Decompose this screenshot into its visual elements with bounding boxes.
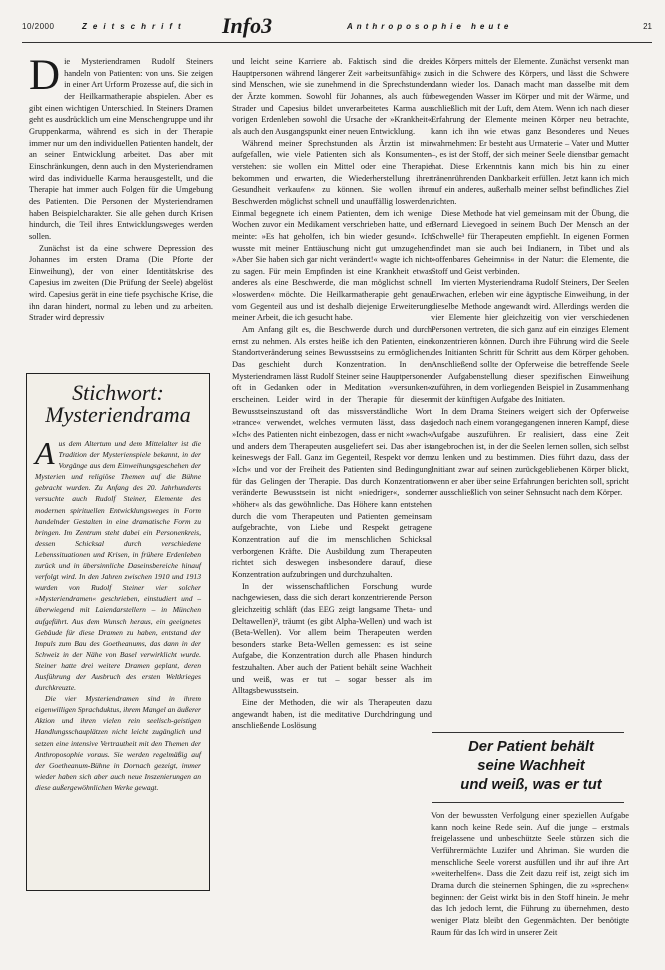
pull-quote-line1: Der Patient behält — [468, 739, 594, 755]
pull-quote-rule-bottom — [432, 802, 624, 803]
section-title: Anthroposophie heute — [347, 22, 513, 31]
paragraph: In dem Drama Steiners weigert sich der Opferweise jedoch nach einem vorangegangenen inneren Kampf, diese Aufgabe auszuführen. Er realisiert, dass eine Zeit angebrochen ist, in der die Seelen lernen sollen, sich selbst zu lenken und zu bestimmen. Dies führt dazu, dass der Initiant zwar auf seinen zurückgebliebenen Körper blickt, wenn er aber über seine Erfahrungen berichten soll, spricht er ausschließlich von seiner Sehnsucht nach dem Körper. — [431, 406, 629, 498]
pull-quote-line2: seine Wachheit — [477, 758, 585, 774]
paragraph: Zunächst ist da eine schwere Depression des Johannes im ersten Drama (Die Pforte der Einweihung), der von einer Identitätskrise des Capesius im zweiten (Die Prüfung der Seele) abgelöst wird. Capesius gerät in eine tiefe psychische Krise, die ihn daran hindert, normal zu leben und zu arbeiten. Strader wird depressiv — [29, 243, 213, 323]
column-right — [431, 56, 629, 499]
issue-number: 10/2000 — [22, 22, 55, 31]
column-right-continued — [431, 810, 629, 938]
publication-label: Zeitschrift — [82, 22, 187, 31]
paragraph: Diese Methode hat viel gemeinsam mit der Übung, die Bernard Lievegoed in seinem Buch Der Mensch an der Schwelle³ für Therapeuten empfiehlt. In eigenen Formen findet man sie auch bei Indianern, in Tibet und als »offenbares Geheimnis« in der Natur: die Elemente, die Stoff und Geist verbinden. — [431, 208, 629, 276]
pull-quote — [446, 738, 616, 795]
drop-cap: D — [29, 52, 61, 99]
box-title-line2: Mysteriendrama — [45, 402, 191, 427]
column-left — [29, 52, 213, 324]
header-rule — [22, 42, 652, 43]
paragraph: des Körpers mittels der Elemente. Zunächst versenkt man sich in die Schwere des Körpers, und lässt die Schwere dann wieder los. Danach macht man dasselbe mit dem bewegenden Wasser im Körper und mit der Wärme, und schließlich mit der Luft, dem Atem. Wenn ich nach dieser Erfahrung der Elemente meinen Körper neu betrachte, kann ich ihn wie etwas ganz Besonderes und Neues wahrnehmen: Er besteht aus Urmaterie – Vater und Mutter –, es ist der Stoff, der sich meiner Seele dienstbar gemacht hat. Diese Erkenntnis kann mich bis hin zu einer tränenrührenden Dankbarkeit erfüllen. Jetzt kann ich mich auf ein anderes, außerhalb meiner selbst befindliches Ziel richten. — [431, 57, 629, 206]
paragraph: und leicht seine Karriere ab. Faktisch sind die drei Hauptpersonen während längerer Zeit »arbeitsunfähig« zu sind Menschen, wie sie zunehmend in die Sprechstunden der Ärzte kommen. Sowohl für Johannes, als auch für Strader und Capesius bildet unverarbeitetes Karma aus vorigen Erdenleben sowohl die Ursache der »Krankheit« als auch den Ausgangspunkt einer neuen Entwicklung. — [232, 57, 432, 136]
box-title-line1: Stichwort: — [72, 380, 164, 405]
column-middle — [232, 56, 432, 732]
page-number: 21 — [643, 22, 652, 31]
drop-cap: A — [35, 435, 55, 471]
paragraph — [29, 52, 213, 243]
paragraph: In der wissenschaftlichen Forschung wurde nachgewiesen, dass die sich derart konzentrierende Person gleichzeitig schläft (das EEG zeigt langsame Theta- und Deltawellen)², träumt (es gibt Alpha-Wellen) und wach ist (Beta-Wellen). Vor allem beim Therapeuten werden besonders starke Beta-Wellen gemessen: es ist seine Aufgabe, die Konzentration durch alle Phasen hindurch festzuhalten. Aber auch der Patient behält seine Wachheit und weiß, was er tut – sogar besser als im Alltagsbewusstsein. — [232, 581, 432, 696]
paragraph: Von der bewussten Verfolgung einer speziellen Aufgabe kann noch keine Rede sein. Auf die junge – erstmals freigelassene und unbeschützte Seele stürzen sich die Verführermächte Luzifer und Ahriman. Sie wurden die menschliche Seele vorerst ausfüllen und ihr auf ihre Art »weiterhelfen«. Dass die Zeit dazu reif ist, zeigt sich im Drama durch die steinernen Sphingen, die zu »sprechen« beginnen: der Geist wirkt bis in den Stoff hinein. Je mehr das Ich jedoch lernt, die Führung zu übernehmen, desto weniger Platz bleibt den Gegenmächten. Der benötigte Raum für das Ich wird in unserer Zeit — [431, 811, 629, 937]
box-title — [27, 382, 209, 426]
paragraph: Die vier Mysteriendramen sind in ihrem eigenwilligen Sprachduktus, ihrem Mangel an äußerer Aktion und ihren vielen rein seelisch-geistigen Handlungsschauplätzen nicht leicht zugänglich und setzen eine intensive Vertrautheit mit den Themen der Anthroposophie voraus. Sie werden regelmäßig auf der Goetheanum-Bühne in Dornach gezeigt, immer wieder haben sich aber auch neue Inszenierungen an diese außergewöhnlichen Werke gewagt. — [35, 694, 201, 792]
paragraph: Am Anfang gilt es, die Beschwerde durch und durch ernst zu nehmen. Als erstes heiße ich den Patienten, eine Standortveränderung seines Bewusstseins zu ermöglichen. Das geschieht durch Konzentration. In den Mysteriendramen lässt Rudolf Steiner seine Hauptpersonen oft in Gedanken oder in Meditation »versunken« erscheinen. Leider wird in der Therapie für diesen Bewusstseinszustand oft das missverständliche Wort »trance« verwendet, welches vermuten lässt, dass das »Ich« des Patienten nicht einbezogen, dass er nicht »wach« und anders dem Therapeuten ausgeliefert sei. Das aber ist keineswegs der Fall. Ganz im Gegenteil, Respekt vor dem »Ich« und vor der Freiheit des Patienten sind Bedingung für das Gelingen der Therapie. Das durch Konzentration veränderte Bewusstsein ist nicht »niedriger«, sondern »höher« als das gewöhnliche. Das Höhere kann entstehen durch die vom Therapeuten und Patienten gemeinsam aufgebrachte, von Liebe und Respekt getragene Konzentration auf die im menschlichen Schicksal verborgenen Kräfte. Die Ausbildung zum Therapeuten richtet sich deswegen insbesondere darauf, diese Konzentration aufzubringen und durchzuhalten. — [232, 325, 432, 579]
paragraph-text: ie Mysteriendramen Rudolf Steiners handeln von Patienten: von uns. Sie zeigen in einer Art Urform Prozesse auf, die sich in der Heilkarmatherapie abspielen. Aber es gibt einen wichtigen Unterschied. In Steiners Dramen geht es ausdrücklich um eine Menschengruppe und ihr Gruppenkarma, während es sich in der Therapie immer nur um den individuellen Patienten handelt, der an seiner Entwicklung arbeitet. Das aber mit Einschränkungen, denn auch in den Mysteriendramen wird das individuelle Karma herausgestellt, und die Therapie hat immer auch Folgen für die Umgebung des Patienten. Die Personen der Mysteriendramen haben Beispielcharakter. Sie alle gehen durch Krisen hindurch, die Teil ihres Entwicklungsweges werden sollen. — [29, 57, 213, 241]
page-header — [22, 14, 652, 44]
pull-quote-rule-top — [432, 732, 624, 733]
paragraph: Während meiner Sprechstunden als Ärztin ist mir aufgefallen, wie viele Patienten sich als Konsumenten verstehen: sie wollen ein Mittel oder eine Therapie bekommen und erwarten, die Wiederherstellung ihrer Gesundheit verkaufen« zu können. Sie wollen ihre Beschwerden möglichst schnell und unauffällig loswerden. Einmal begegnete ich einem Patienten, dem ich wenige Wochen zuvor ein Medikament verschrieben hatte, und er meinte: »Es hat geholfen, ich bin wieder gesund«. Ich wusste mit meiner Enttäuschung nicht gut umzugehen: »Aber Sie haben sich gar nicht verändert!« wagte ich nicht zu sagen. Für mein Empfinden ist eine Krankheit etwas anderes als eine Beschwerde, die man möglichst schnell »loswerden« möchte. Die Heilkarmatherapie geht genau vom Gegenteil aus und ist deshalb diejenige Erweiterung meiner Arbeit, die ich gesucht habe. — [232, 138, 432, 323]
paragraph: Im vierten Mysteriendrama Rudolf Steiners, Der Seelen Erwachen, erleben wir eine ägyptische Einweihung, in der dieselbe Methode angewandt wird. Allerdings werden die vier Elemente hier gleichzeitig von vier verschiedenen Personen vertreten, die sich ganz auf ein einziges Element konzentrieren können. Durch ihre Führung wird die Seele des Initianten Schritt für Schritt aus dem Körper gehoben. Anschließend sollte der Opferweise die betreffende Seele der Aufgabenstellung dieser spezifischen Einweihung zuführen, in dem vorliegenden Beispiel in Zusammenhang mit der künftigen Aufgabe des Initiaten. — [431, 278, 629, 405]
pull-quote-line3: und weiß, was er tut — [460, 777, 602, 793]
box-text — [27, 426, 209, 793]
paragraph — [35, 435, 201, 693]
paragraph-text: us dem Altertum und dem Mittelalter ist die Tradition der Mysterienspiele bekannt, in der Vorgänge aus dem Einweihungsgeschehen der Mysterien und religiöse Themen auf die Bühne gebracht wurden. Zu Anfang des 20. Jahrhunderts versuchte auch Rudolf Steiner, Elemente des modernen spirituellen Entwicklungsweges in Form handelnder Gestalten in eine dramatische Form zu bringen. Im Zentrum steht dabei ein Personenkreis, dessen Schicksal durch verschiedene Lebenssituationen und Krisen, in frühere Erdenleben zurück und in übersinnliche Daseinsbereiche hinauf verfolgt wird. In den Jahren zwischen 1910 und 1913 wurden von Rudolf Steiner vier solcher »Mysteriendramen« geschrieben, einstudiert und – überwiegend mit Laiendarstellern – in München aufgeführt. Aus dem Wunsch heraus, ein geeignetes Gebäude für diese Dramen zu haben, entstand der Impuls zum Bau des Goetheanums, das dann in der Schweiz in der Nähe von Basel verwirklicht wurde. Steiner hatte drei weitere Dramen geplant, deren Ausführung der Ausbruch des ersten Weltkrieges durchkreuzte. — [35, 439, 201, 693]
magazine-logo: Info3 — [222, 13, 273, 38]
paragraph: Eine der Methoden, die wir als Therapeuten dazu angewandt haben, ist die meditative Durchdringung und anschließende Loslösung — [232, 698, 432, 731]
sidebar-box-mysteriendrama — [26, 373, 210, 891]
